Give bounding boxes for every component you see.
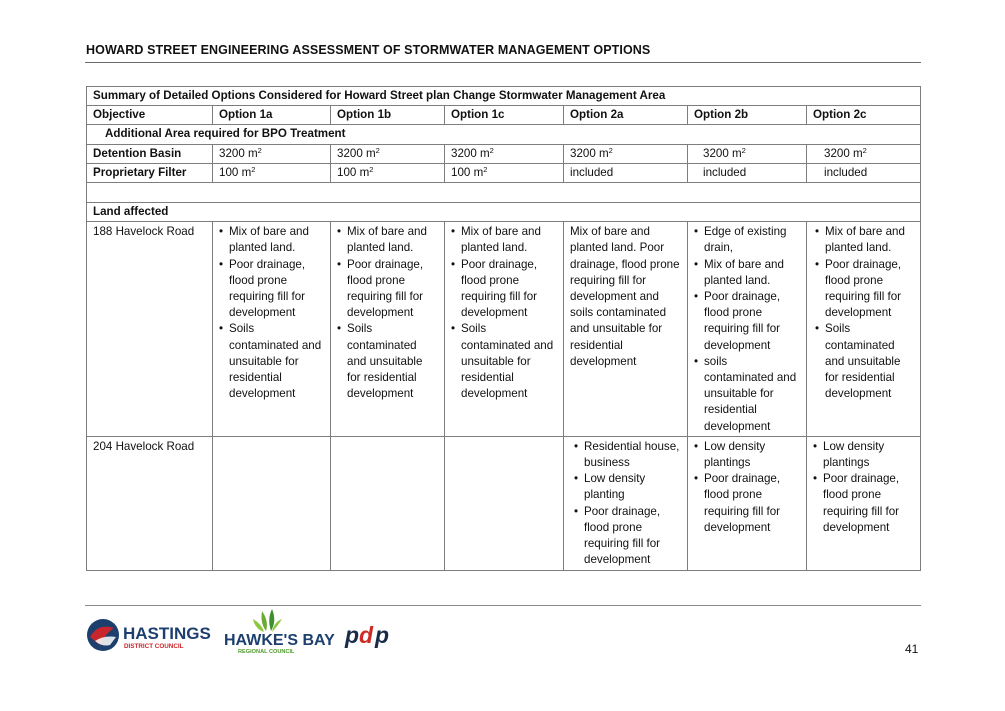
cell-204-option-1c: [445, 436, 564, 570]
table-row-188-havelock: [87, 222, 921, 437]
table-header-row: [87, 106, 921, 125]
section-row-land: [87, 203, 921, 222]
svg-text:p: p: [375, 622, 390, 648]
table-row-blank: [87, 183, 921, 203]
list-item: • Low density planting: [574, 471, 681, 503]
svg-text:d: d: [359, 622, 374, 648]
table-caption-row: [87, 87, 921, 106]
svg-text:p: p: [345, 622, 360, 648]
proprietary-filter-cell: included: [807, 163, 921, 182]
hastings-district-council-logo: [86, 615, 210, 655]
list-item: • Mix of bare and planted land.: [219, 224, 324, 256]
cell-188-option-1c: [445, 222, 564, 437]
list-item: • Poor drainage, flood prone requiring fill for development: [574, 504, 681, 569]
cell-188-option-1a: [213, 222, 331, 437]
section-heading-land: Land affected: [87, 203, 921, 222]
column-header-objective: Objective: [87, 106, 213, 125]
bullet-list: [219, 224, 324, 402]
cell-204-option-2b: [688, 436, 807, 570]
cell-188-option-1b: [331, 222, 445, 437]
table-row-204-havelock: [87, 436, 921, 570]
footer-divider: [85, 605, 921, 606]
bullet-list: [813, 439, 914, 536]
list-item: • Low density plantings: [694, 439, 800, 471]
column-header-option-2c: Option 2c: [807, 106, 921, 125]
column-header-option-1c: Option 1c: [445, 106, 564, 125]
proprietary-filter-cell: 100 $m^2$: [331, 163, 445, 182]
row-label-204-havelock: 204 Havelock Road: [87, 436, 213, 570]
svg-text:HASTINGS: HASTINGS: [123, 624, 211, 643]
list-item: • Soils contaminated and unsuitable for residential development: [815, 321, 914, 402]
list-item: • Edge of existing drain,: [694, 224, 800, 256]
column-header-option-2b: Option 2b: [688, 106, 807, 125]
list-item: • Poor drainage, flood prone requiring fill for development: [337, 257, 438, 322]
cell-204-option-1b: [331, 436, 445, 570]
hawkes-bay-regional-council-logo: [222, 607, 335, 657]
detention-basin-cell: 3200 $m^2$: [688, 144, 807, 163]
proprietary-filter-cell: included: [564, 163, 688, 182]
bullet-list: [574, 439, 681, 569]
svg-text:HAWKE'S BAY: HAWKE'S BAY: [224, 632, 335, 649]
list-item: • soils contaminated and unsuitable for residential development: [694, 354, 800, 435]
list-item: • Soils contaminated and unsuitable for residential development: [219, 321, 324, 402]
footer-logos: [86, 607, 416, 662]
list-item: • Mix of bare and planted land.: [451, 224, 557, 256]
bullet-list: [694, 224, 800, 435]
section-row-area: [87, 125, 921, 144]
cell-204-option-2a: [564, 436, 688, 570]
blank-cell: [87, 183, 921, 203]
page-number: 41: [905, 642, 919, 656]
row-label-detention-basin: Detention Basin: [87, 144, 213, 163]
proprietary-filter-cell: included: [688, 163, 807, 182]
detention-basin-cell: 3200 $m^2$: [213, 144, 331, 163]
detention-basin-cell: 3200 $m^2$: [807, 144, 921, 163]
row-label-188-havelock: 188 Havelock Road: [87, 222, 213, 437]
list-item: • Soils contaminated and unsuitable for residential development: [337, 321, 438, 402]
list-item: • Poor drainage, flood prone requiring fill for development: [451, 257, 557, 322]
column-header-option-1b: Option 1b: [331, 106, 445, 125]
column-header-option-1a: Option 1a: [213, 106, 331, 125]
list-item: • Poor drainage, flood prone requiring fill for development: [694, 471, 800, 536]
list-item: • Mix of bare and planted land.: [815, 224, 914, 256]
cell-188-option-2b: [688, 222, 807, 437]
bullet-list: [694, 439, 800, 536]
list-item: • Residential house, business: [574, 439, 681, 471]
detention-basin-cell: 3200 $m^2$: [564, 144, 688, 163]
cell-204-option-2c: [807, 436, 921, 570]
column-header-option-2a: Option 2a: [564, 106, 688, 125]
row-label-proprietary-filter: Proprietary Filter: [87, 163, 213, 182]
table-caption: Summary of Detailed Options Considered for Howard Street plan Change Stormwater Management Area: [87, 87, 921, 106]
table-row-proprietary-filter: [87, 163, 921, 182]
bullet-list: [815, 224, 914, 402]
svg-text:DISTRICT COUNCIL: DISTRICT COUNCIL: [124, 643, 184, 650]
detention-basin-cell: 3200 $m^2$: [445, 144, 564, 163]
section-heading-area: Additional Area required for BPO Treatment: [87, 125, 921, 144]
options-summary-table: [86, 86, 921, 571]
list-item: • Soils contaminated and unsuitable for residential development: [451, 321, 557, 402]
bullet-list: [337, 224, 438, 402]
header-divider: [85, 62, 921, 63]
cell-188-option-2a: Mix of bare and planted land. Poor drainage, flood prone requiring fill for development and soils contaminated and unsuitable for residential development: [564, 222, 688, 437]
svg-text:REGIONAL COUNCIL: REGIONAL COUNCIL: [238, 649, 295, 655]
list-item: • Low density plantings: [813, 439, 914, 471]
list-item: • Mix of bare and planted land.: [337, 224, 438, 256]
proprietary-filter-cell: 100 $m^2$: [445, 163, 564, 182]
page-title: HOWARD STREET ENGINEERING ASSESSMENT OF STORMWATER MANAGEMENT OPTIONS: [86, 43, 651, 57]
list-item: • Poor drainage, flood prone requiring fill for development: [815, 257, 914, 322]
cell-188-option-2c: [807, 222, 921, 437]
list-item: • Poor drainage, flood prone requiring fill for development: [219, 257, 324, 322]
pdp-logo: [344, 622, 398, 652]
list-item: • Mix of bare and planted land.: [694, 257, 800, 289]
list-item: • Poor drainage, flood prone requiring fill for development: [813, 471, 914, 536]
bullet-list: [451, 224, 557, 402]
proprietary-filter-cell: 100 $m^2$: [213, 163, 331, 182]
table-row-detention-basin: [87, 144, 921, 163]
list-item: • Poor drainage, flood prone requiring fill for development: [694, 289, 800, 354]
cell-204-option-1a: [213, 436, 331, 570]
detention-basin-cell: 3200 $m^2$: [331, 144, 445, 163]
